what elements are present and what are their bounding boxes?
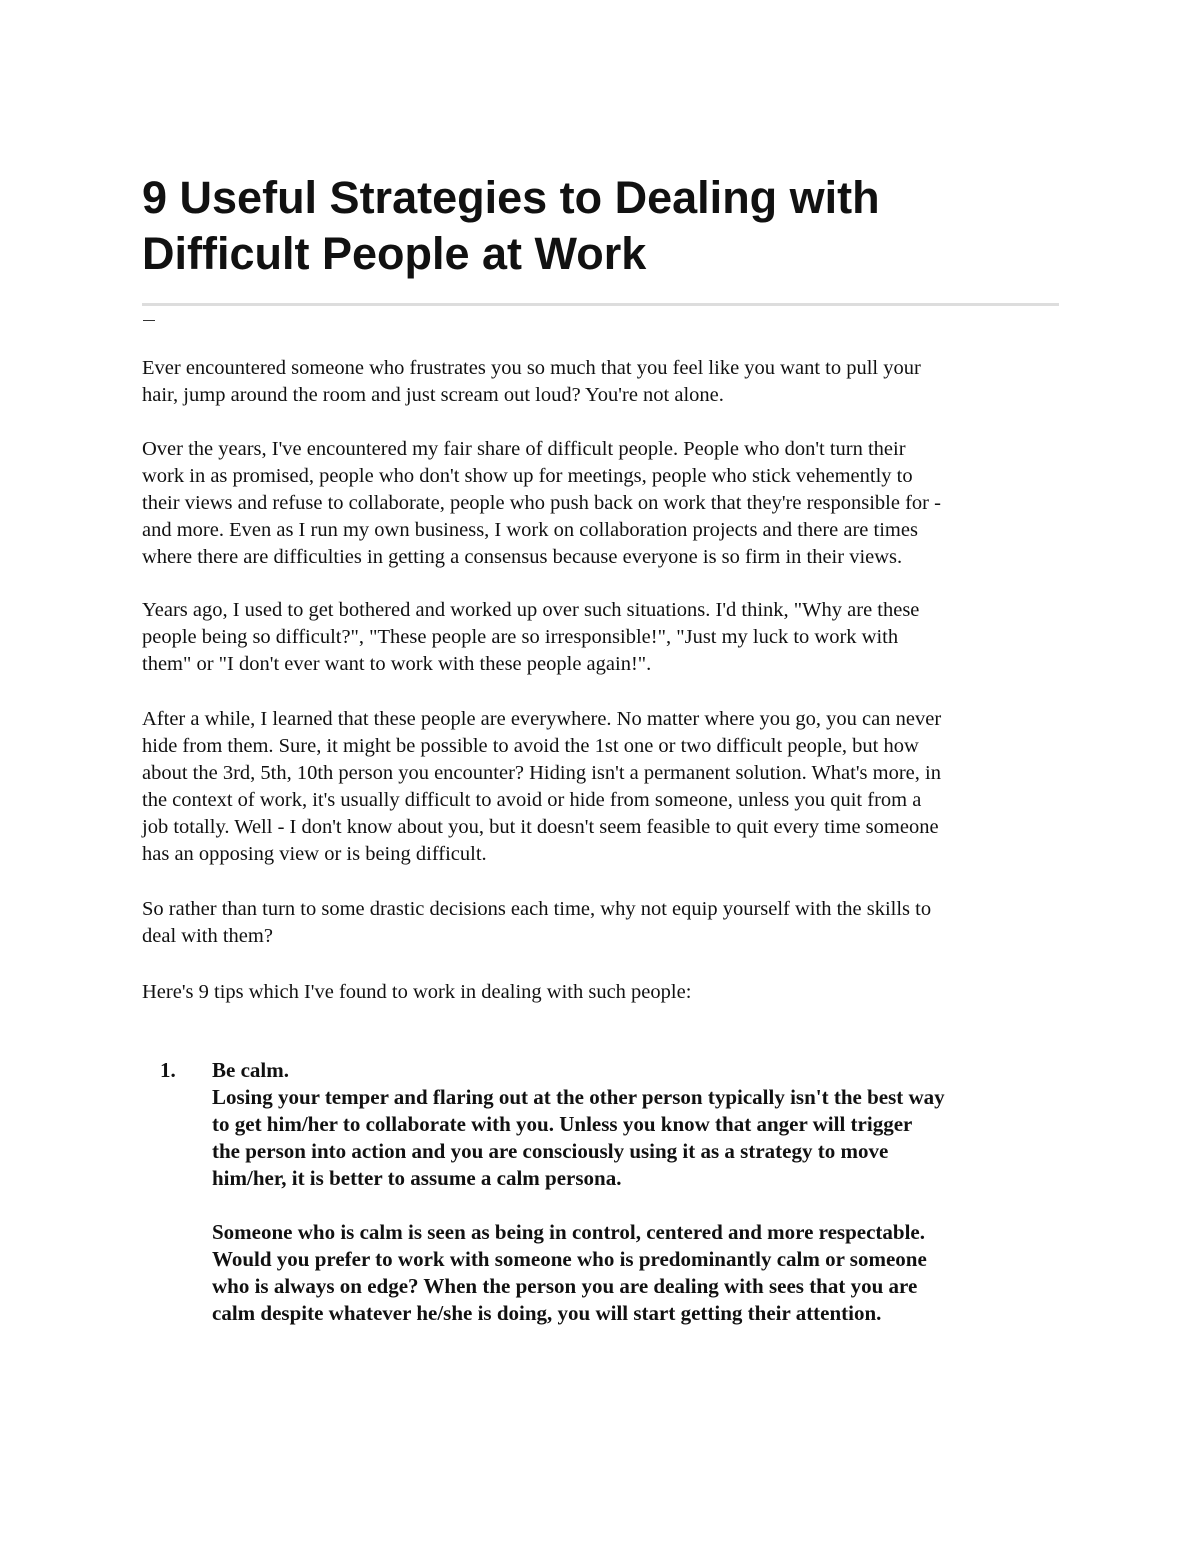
list-item [212,1057,945,1327]
text-line: hide from them. Sure, it might be possible to avoid the 1st one or two difficult people, but how [142,735,919,757]
text-line: has an opposing view or is being difficult. [142,843,487,865]
list-number: 1. [160,1058,176,1082]
text-line: where there are difficulties in getting a consensus because everyone is so firm in their views. [142,546,903,568]
text-line: Would you prefer to work with someone who is predominantly calm or someone [212,1247,927,1271]
text-line: Years ago, I used to get bothered and worked up over such situations. I'd think, "Why are these [142,599,920,621]
title-line: 9 Useful Strategies to Dealing with [142,172,880,223]
title-line: Difficult People at Work [142,228,647,279]
text-line: to get him/her to collaborate with you. Unless you know that anger will trigger [212,1112,913,1136]
text-line: them" or "I don't ever want to work with these people again!". [142,653,652,675]
text-line: Here's 9 tips which I've found to work in dealing with such people: [142,981,692,1003]
text-line: about the 3rd, 5th, 10th person you encounter? Hiding isn't a permanent solution. What's more, in [142,762,941,784]
paragraph-experience [142,436,941,571]
text-line: people being so difficult?", "These people are so irresponsible!", "Just my luck to work with [142,626,899,648]
text-line: deal with them? [142,925,273,947]
text-line: So rather than turn to some drastic decisions each time, why not equip yourself with the skills to [142,898,932,920]
paragraph-years-ago [142,597,919,678]
paragraph-after-a-while [142,706,941,868]
text-line: After a while, I learned that these people are everywhere. No matter where you go, you can never [142,708,942,730]
text-line: Losing your temper and flaring out at the other person typically isn't the best way [212,1085,945,1109]
small-mark-icon [143,320,155,324]
text-line: hair, jump around the room and just scream out loud? You're not alone. [142,384,724,406]
text-line: their views and refuse to collaborate, people who push back on work that they're responsible for - [142,492,941,514]
text-line: the person into action and you are consciously using it as a strategy to move [212,1139,889,1163]
text-line: Over the years, I've encountered my fair share of difficult people. People who don't turn their [142,438,906,460]
text-line: work in as promised, people who don't show up for meetings, people who stick vehemently to [142,465,913,487]
document-title [142,170,880,282]
list-item-heading: Be calm. [212,1058,289,1082]
text-line: Ever encountered someone who frustrates you so much that you feel like you want to pull your [142,357,921,379]
text-line: job totally. Well - I don't know about you, but it doesn't seem feasible to quit every time someone [142,816,939,838]
paragraph-rather [142,896,931,950]
text-line: who is always on edge? When the person you are dealing with sees that you are [212,1274,918,1298]
text-line: calm despite whatever he/she is doing, you will start getting their attention. [212,1301,882,1325]
paragraph-tips-intro [142,979,691,1006]
text-line: him/her, it is better to assume a calm persona. [212,1166,622,1190]
paragraph-intro [142,355,921,409]
horizontal-rule [142,303,1059,306]
text-line: Someone who is calm is seen as being in control, centered and more respectable. [212,1220,925,1244]
text-line: and more. Even as I run my own business, I work on collaboration projects and there are times [142,519,918,541]
text-line: the context of work, it's usually difficult to avoid or hide from someone, unless you quit from a [142,789,922,811]
